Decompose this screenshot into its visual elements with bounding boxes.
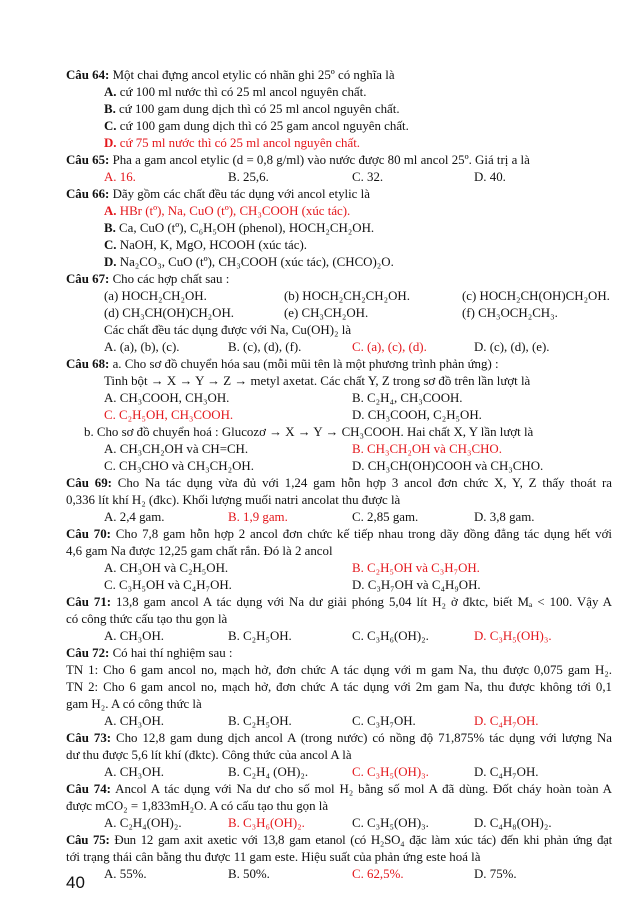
option-b-answer: B. C₂H₅OH và C₃H₇OH. [352, 561, 480, 575]
option-d: D. C₄H₈(OH)₂. [474, 816, 552, 830]
option-a: A. 2,4 gam. [104, 510, 165, 524]
option-b: B. (c), (d), (f). [228, 340, 302, 354]
option-c-answer: C. C₃H₅(OH)₃. [352, 765, 429, 779]
compound-d: (d) CH₃CH(OH)CH₂OH. [104, 306, 235, 320]
option-d: D. CH₃COOH, C₂H₅OH. [352, 408, 482, 422]
question-text: có công thức cấu tạo thu gọn là [66, 612, 228, 626]
option-c: C. C₃H₇OH. [352, 714, 416, 728]
question-70: Câu 70: Cho 7,8 gam hỗn hợp 2 ancol đơn chức kế tiếp nhau trong dãy đồng đẳng tác dụng hết với [66, 527, 612, 541]
option-a: A. CH₃CH₂OH và CH=CH. [104, 442, 249, 456]
option-d-answer: D. cứ 75 ml nước thì có 25 ml ancol nguyên chất. [104, 136, 361, 150]
option-b: B. cứ 100 gam dung dịch thì có 25 ml ancol nguyên chất. [104, 102, 400, 116]
option-b: B. Ca, CuO (tº), C₆H₅OH (phenol), HOCH₂CH₂OH. [104, 221, 375, 235]
option-b: B. C₂H₅OH. [228, 714, 292, 728]
question-64 [66, 67, 612, 84]
question-72: Câu 72: Có hai thí nghiệm sau : [66, 646, 233, 660]
option-a: A. CH₃OH. [104, 714, 164, 728]
question-71: Câu 71: 13,8 gam ancol A tác dụng với Na dư giải phóng 5,04 lít H₂ ở đktc, biết Mₐ < 100. Vậy A [66, 595, 612, 609]
compound-e: (e) CH₃CH₂OH. [284, 306, 369, 320]
option-b-answer: B. CH₃CH₂OH và CH₃CHO. [352, 442, 502, 456]
option-b: B. C₂H₅OH. [228, 629, 292, 643]
option-a: A. CH₃OH và C₂H₅OH. [104, 561, 229, 575]
option-c: C. NaOH, K, MgO, HCOOH (xúc tác). [104, 238, 308, 252]
question-text: tới trạng thái cân bằng thu được 11 gam este. Hiệu suất của phản ứng este hoá là [66, 850, 481, 864]
option-c: C. C₃H₅OH và C₄H₇OH. [104, 578, 232, 592]
question-text: 0,336 lít khí H₂ (đkc). Khối lượng muối natri ancolat thu được là [66, 493, 401, 507]
question-text: được mCO₂ = 1,833mH₂O. A có cấu tạo thu gọn là [66, 799, 329, 813]
question-66: Câu 66: Dãy gồm các chất đều tác dụng với ancol etylic là [66, 187, 370, 201]
page-number: 40 [66, 873, 85, 892]
option-b-answer: B. C₃H₆(OH)₂. [228, 816, 305, 830]
option-b: B. 50%. [228, 867, 270, 881]
compound-a: (a) HOCH₂CH₂OH. [104, 289, 207, 303]
question-74: Câu 74: Ancol A tác dụng với Na dư cho số mol H₂ bằng số mol A đã dùng. Đốt cháy hoàn toàn A [66, 782, 612, 796]
option-b: B. C₂H₄, CH₃COOH. [352, 391, 463, 405]
option-b: B. C₂H₄ (OH)₂. [228, 765, 309, 779]
question-text: b. Cho sơ đồ chuyển hoá : Glucozơ → X → Y → CH₃COOH. Hai chất X, Y lần lượt là [84, 425, 534, 439]
experiment-2: TN 2: Cho 6 gam ancol no, mạch hở, đơn chức A tác dụng với 2m gam Na, thu được không tới 0,1 [66, 680, 612, 694]
question-number: Câu 64: [66, 68, 110, 82]
option-c-answer: C. 62,5%. [352, 867, 404, 881]
option-a: A. CH₃OH. [104, 765, 164, 779]
option-c: C. cứ 100 gam dung dịch thì có 25 gam ancol nguyên chất. [104, 119, 409, 133]
option-a: A. 55%. [104, 867, 147, 881]
question-69: Câu 69: Cho Na tác dụng vừa đủ với 1,24 gam hỗn hợp 3 ancol đơn chức X, Y, Z thấy thoát ra [66, 476, 612, 490]
question-text: dư thu được 5,6 lít khí (đktc). Công thức của ancol A là [66, 748, 352, 762]
option-a: A. CH₃COOH, CH₃OH. [104, 391, 230, 405]
question-65: Câu 65: Pha a gam ancol etylic (d = 0,8 g/ml) vào nước được 80 ml ancol 25º. Giá trị a là [66, 153, 530, 167]
option-c: C. 2,85 gam. [352, 510, 419, 524]
question-76 [66, 883, 612, 900]
question-73: Câu 73: Cho 12,8 gam dung dịch ancol A (trong nước) có nồng độ 71,875% tác dụng với lượng Na [66, 731, 612, 745]
question-text: Một chai đựng ancol etylic có nhãn ghi 25º có nghĩa là [109, 68, 395, 82]
option-b-answer: B. 1,9 gam. [228, 510, 288, 524]
option-c: C. 32. [352, 170, 384, 184]
compound-b: (b) HOCH₂CH₂CH₂OH. [284, 289, 410, 303]
option-c: C. C₃H₅(OH)₃. [352, 816, 429, 830]
option-c-answer: C. C₂H₅OH, CH₃COOH. [104, 408, 234, 422]
option-d: D. 40. [474, 170, 506, 184]
option-c-answer: C. (a), (c), (d). [352, 340, 427, 354]
question-75: Câu 75: Đun 12 gam axit axetic với 13,8 gam etanol (có H₂SO₄ đặc làm xúc tác) đến khi phản ứng đạt [66, 833, 612, 847]
option-a-answer: A. HBr (tº), Na, CuO (tº), CH₃COOH (xúc tác). [104, 204, 351, 218]
option-d: D. C₃H₇OH và C₄H₉OH. [352, 578, 481, 592]
option-a: A. cứ 100 ml nước thì có 25 ml ancol nguyên chất. [104, 85, 367, 99]
compound-c: (c) HOCH₂CH(OH)CH₂OH. [462, 289, 610, 303]
question-text: Tinh bột → X → Y → Z → metyl axetat. Các chất Y, Z trong sơ đồ trên lần lượt là [104, 374, 531, 388]
question-text: Các chất đều tác dụng được với Na, Cu(OH)₂ là [104, 323, 352, 337]
option-a: A. CH₃OH. [104, 629, 164, 643]
option-d: D. 3,8 gam. [474, 510, 535, 524]
question-68: Câu 68: a. Cho sơ đồ chuyển hóa sau (mỗi mũi tên là một phương trình phản ứng) : [66, 357, 499, 371]
question-text: 4,6 gam Na được 12,25 gam chất rắn. Đó là 2 ancol [66, 544, 333, 558]
experiment-1: TN 1: Cho 6 gam ancol no, mạch hở, đơn chức A tác dụng với m gam Na, thu được 0,075 gam H₂. [66, 663, 612, 677]
option-c: C. CH₃CHO và CH₃CH₂OH. [104, 459, 254, 473]
option-d: D. 75%. [474, 867, 517, 881]
option-a: A. C₂H₄(OH)₂. [104, 816, 182, 830]
option-a: A. (a), (b), (c). [104, 340, 180, 354]
option-d: D. CH₃CH(OH)COOH và CH₃CHO. [352, 459, 544, 473]
option-d: D. Na₂CO₃, CuO (tº), CH₃COOH (xúc tác), (CHCO)₂O. [104, 255, 394, 269]
compound-f: (f) CH₃OCH₂CH₃. [462, 306, 558, 320]
option-a-answer: A. 16. [104, 170, 136, 184]
option-c: C. C₃H₆(OH)₂. [352, 629, 429, 643]
option-b: B. 25,6. [228, 170, 269, 184]
option-d-answer: D. C₄H₇OH. [474, 714, 539, 728]
question-text: gam H₂. A có công thức là [66, 697, 202, 711]
option-d-answer: D. C₃H₅(OH)₃. [474, 629, 552, 643]
option-d: D. (c), (d), (e). [474, 340, 550, 354]
option-d: D. C₄H₇OH. [474, 765, 539, 779]
question-67: Câu 67: Cho các hợp chất sau : [66, 272, 230, 286]
